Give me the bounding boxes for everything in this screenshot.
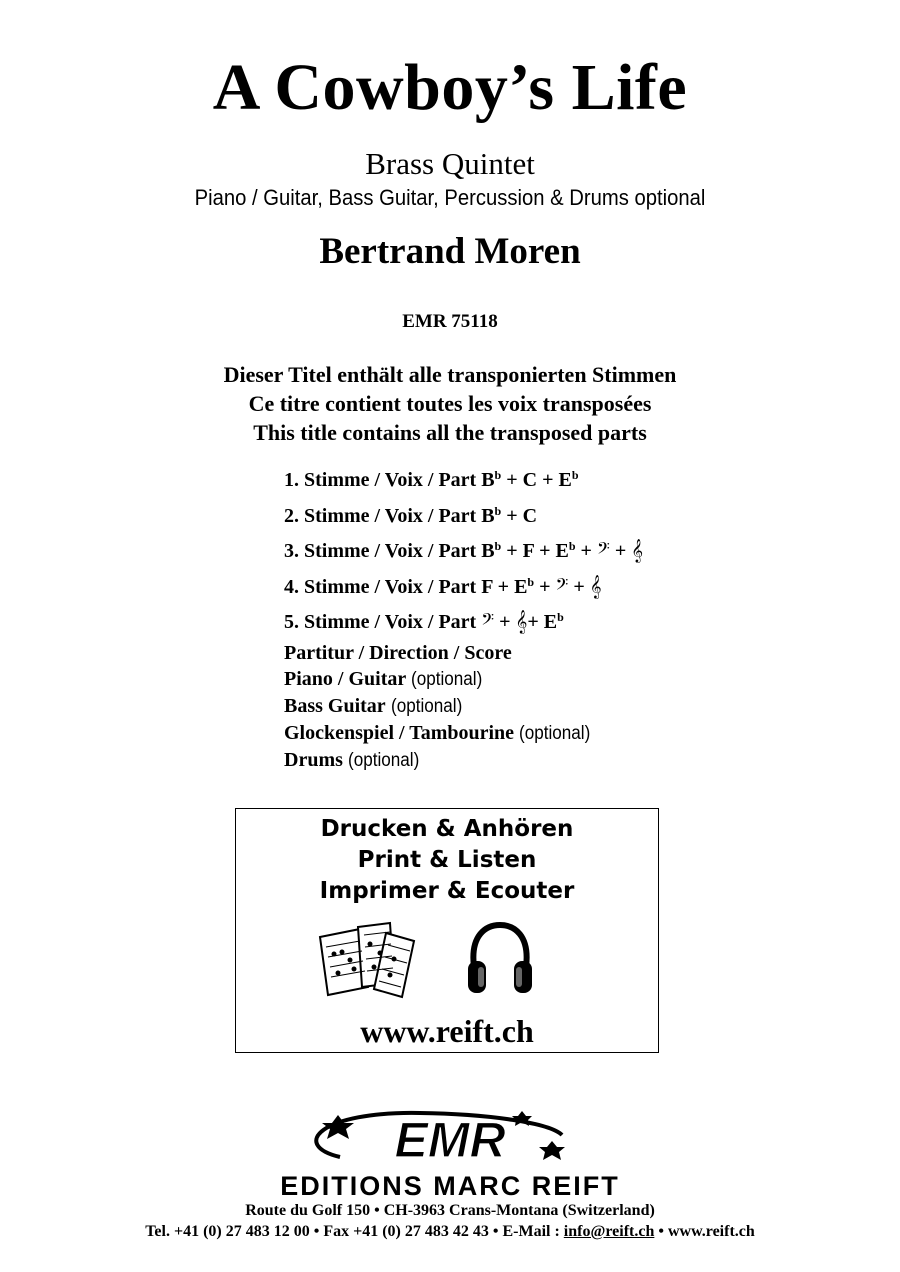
ensemble-subtitle: Brass Quintet — [365, 146, 535, 181]
part-2: 2. Stimme / Voix / Part $B^b + C$ — [284, 503, 538, 527]
catalog-number: EMR 75118 — [402, 311, 498, 332]
promo-box — [235, 808, 659, 1053]
flat-sign: b — [494, 468, 502, 482]
flat-sign: b — [494, 539, 502, 553]
content-drums: Drums (optional) — [284, 749, 420, 771]
flat-sign: b — [527, 574, 535, 589]
content-glockenspiel: Glockenspiel / Tambourine (optional) — [284, 722, 591, 744]
promo-line-french: Imprimer & Ecouter — [319, 878, 575, 904]
parts-list — [284, 460, 844, 638]
content-bass: Bass Guitar (optional) — [284, 695, 462, 717]
note-german: Dieser Titel enthält alle transponierten Stimmen — [223, 362, 677, 387]
page-title: A Cowboy’s Life — [212, 51, 688, 124]
part-3: 3. Stimme / Voix / Part $B^b + F + E^b$ + 𝄢 + 𝄞 — [284, 538, 644, 562]
promo-line-german: Drucken & Anhören — [320, 816, 574, 842]
flat-sign: b — [557, 610, 564, 624]
note-french: Ce titre contient toutes les voix transposées — [248, 391, 652, 416]
content-score: Partitur / Direction / Score — [284, 642, 512, 664]
treble-clef-icon: 𝄞 — [589, 573, 602, 598]
emr-logo — [300, 1105, 600, 1169]
part-4: 4. Stimme / Voix / Part $F + E^b$ + 𝄢 + 𝄞 — [284, 573, 602, 598]
headphones-icon — [464, 921, 536, 997]
email-link[interactable]: info@reift.ch — [563, 1223, 655, 1240]
instrumentation-line: Piano / Guitar, Bass Guitar, Percussion & Drums optional — [194, 185, 706, 210]
promo-line-english: Print & Listen — [357, 847, 537, 873]
note-english: This title contains all the transposed parts — [253, 420, 647, 445]
bass-clef-icon: 𝄢 — [596, 538, 610, 562]
flat-sign: b — [494, 503, 502, 518]
flat-sign: b — [568, 539, 576, 553]
publisher-contact: Tel. +41 (0) 27 483 12 00 • Fax +41 (0) 27 483 42 43 • E-Mail : info@reift.ch • www.reift.ch — [145, 1223, 755, 1240]
flat-sign: b — [571, 468, 579, 482]
content-piano: Piano / Guitar (optional) — [284, 668, 483, 690]
treble-clef-icon: 𝄞 — [515, 609, 528, 633]
logo-text: EMR — [394, 1112, 506, 1168]
bass-clef-icon: 𝄢 — [555, 573, 569, 598]
part-5: 5. Stimme / Voix / Part 𝄢 + 𝄞+ $E^b$ — [284, 609, 564, 633]
publisher-name: EDITIONS MARC REIFT — [280, 1171, 620, 1201]
contents-list — [284, 640, 844, 774]
sheet-music-icon — [310, 917, 422, 999]
promo-url-link[interactable]: www.reift.ch — [360, 1013, 534, 1049]
composer-name: Bertrand Moren — [319, 231, 581, 272]
treble-clef-icon: 𝄞 — [631, 538, 644, 562]
part-1: 1. Stimme / Voix / Part $B^b + C + E^b$ — [284, 468, 579, 491]
publisher-address: Route du Golf 150 • CH-3963 Crans-Montana (Switzerland) — [245, 1202, 655, 1219]
bass-clef-icon: 𝄢 — [481, 609, 495, 633]
